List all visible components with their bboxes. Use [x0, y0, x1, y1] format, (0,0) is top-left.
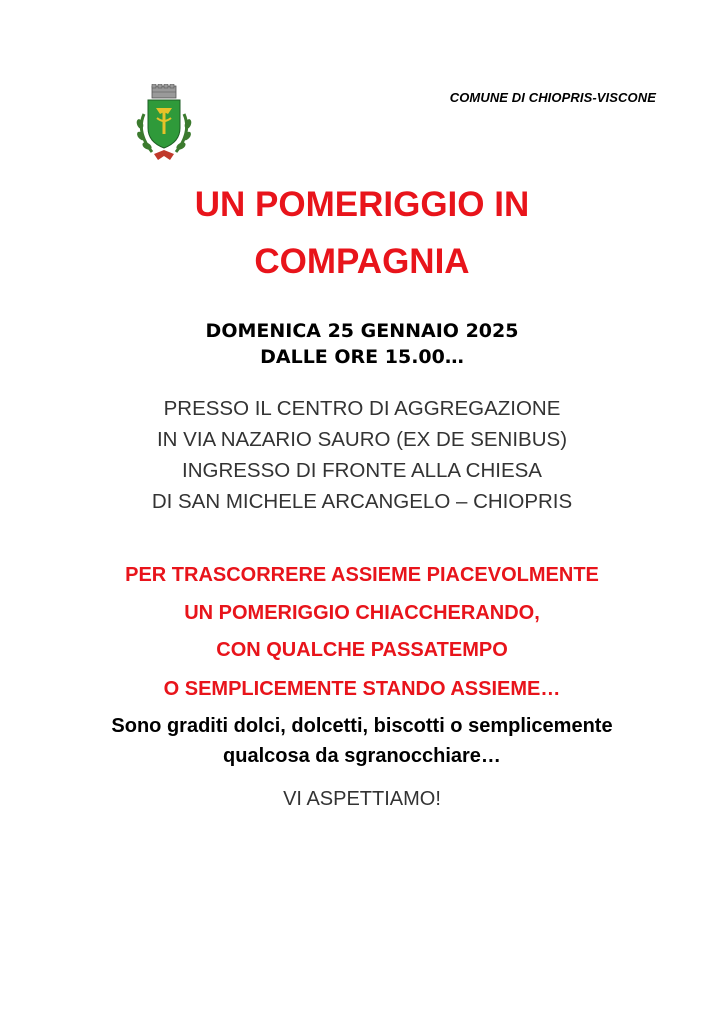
municipality-name: COMUNE DI CHIOPRIS-VISCONE — [449, 90, 656, 105]
closing-text: VI ASPETTIAMO! — [283, 788, 441, 810]
event-title-line-1: UN POMERIGGIO IN — [194, 185, 530, 224]
purpose-line: O SEMPLICEMENTE STANDO ASSIEME… — [163, 678, 561, 700]
event-time: DALLE ORE 15.00… — [260, 346, 464, 368]
note-line: qualcosa da sgranocchiare… — [223, 745, 501, 767]
event-date: DOMENICA 25 GENNAIO 2025 — [205, 320, 519, 342]
event-title-line-2: COMPAGNIA — [254, 242, 470, 281]
location-line: IN VIA NAZARIO SAURO (EX DE SENIBUS) — [156, 428, 568, 451]
location-line: PRESSO IL CENTRO DI AGGREGAZIONE — [163, 397, 561, 420]
coat-of-arms-icon — [130, 84, 198, 164]
note-line: Sono graditi dolci, dolcetti, biscotti o semplicemente — [111, 715, 613, 737]
location-line: DI SAN MICHELE ARCANGELO – CHIOPRIS — [151, 490, 573, 513]
purpose-line: UN POMERIGGIO CHIACCHERANDO, — [184, 602, 540, 624]
purpose-line: PER TRASCORRERE ASSIEME PIACEVOLMENTE — [125, 564, 599, 586]
location-line: INGRESSO DI FRONTE ALLA CHIESA — [182, 459, 542, 482]
purpose-line: CON QUALCHE PASSATEMPO — [216, 639, 508, 661]
